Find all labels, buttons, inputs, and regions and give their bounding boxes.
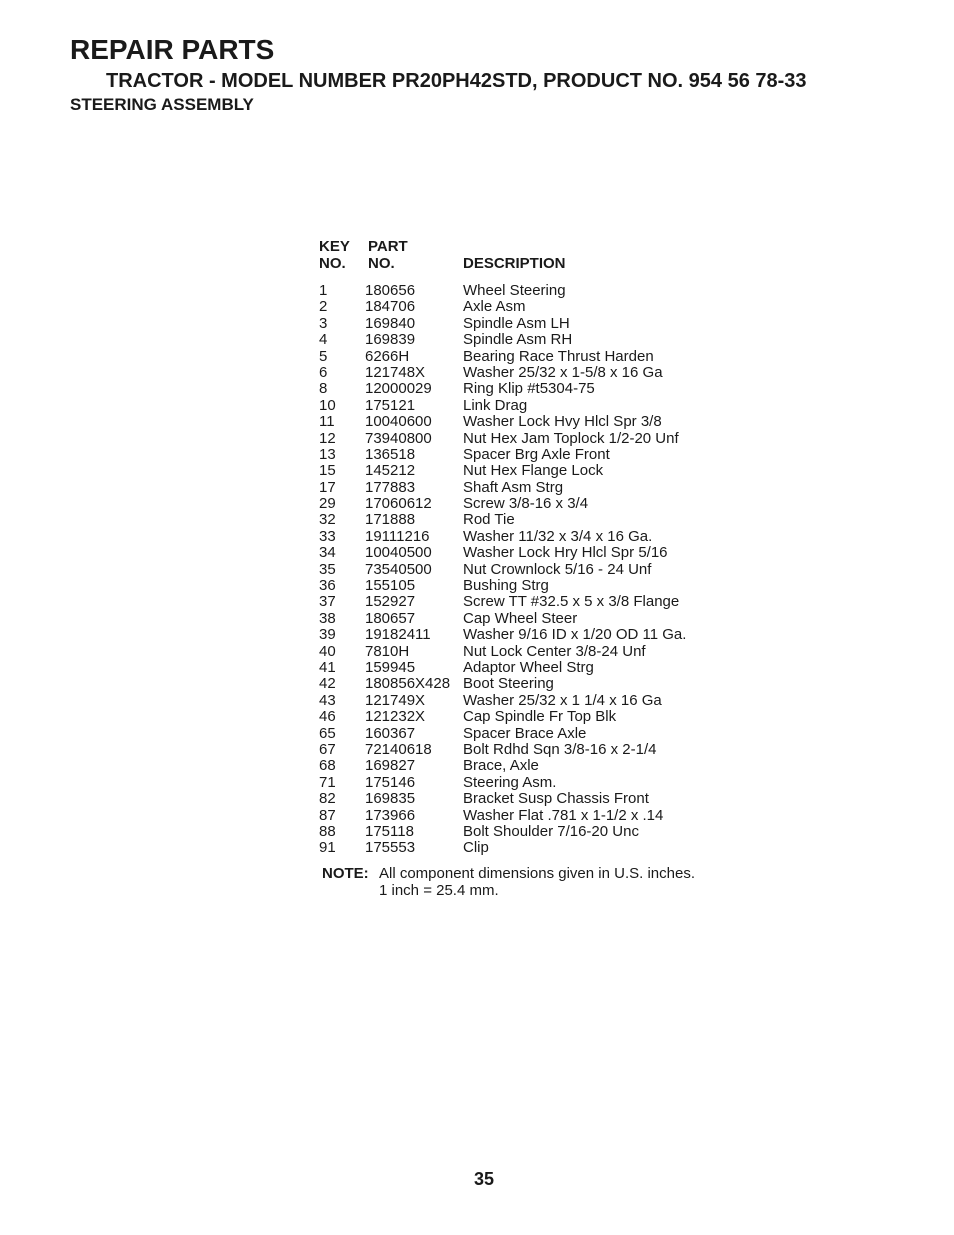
part-description: Screw TT #32.5 x 5 x 3/8 Flange [463,593,680,611]
key-no: 68 [319,757,336,775]
part-no: 19111216 [365,527,430,545]
part-description: Shaft Asm Strg [463,478,564,496]
header-description: DESCRIPTION [463,255,566,272]
key-no: 8 [319,380,328,398]
part-no: 136518 [365,445,416,463]
key-no: 91 [319,839,336,857]
part-description: Clip [463,839,489,857]
part-no: 155105 [365,577,416,595]
key-no: 39 [319,626,336,644]
part-description: Nut Hex Flange Lock [463,462,604,480]
part-description: Bolt Shoulder 7/16-20 Unc [463,822,639,840]
part-no: 73540500 [365,560,432,578]
key-no: 82 [319,790,336,808]
part-description: Washer 25/32 x 1 1/4 x 16 Ga [463,691,662,709]
key-no: 36 [319,577,336,595]
key-no: 40 [319,642,336,660]
key-no: 37 [319,593,336,611]
part-description: Cap Wheel Steer [463,609,578,627]
part-no: 145212 [365,462,416,480]
part-description: Washer 9/16 ID x 1/20 OD 11 Ga. [463,626,687,644]
part-description: Bearing Race Thrust Harden [463,347,654,365]
header-part-line1: PART [368,238,408,255]
part-description: Steering Asm. [463,773,557,791]
part-description: Spindle Asm RH [463,331,573,349]
note-line-2: 1 inch = 25.4 mm. [379,881,499,899]
key-no: 13 [319,445,336,463]
key-no: 88 [319,822,336,840]
key-no: 10 [319,396,336,414]
part-no: 73940800 [365,429,432,447]
key-no: 17 [319,478,336,496]
header-key-line1: KEY [319,238,350,255]
key-no: 34 [319,544,336,562]
part-no: 173966 [365,806,416,824]
part-description: Link Drag [463,396,528,414]
part-no: 175121 [365,396,416,414]
part-no: 159945 [365,658,416,676]
page-title: REPAIR PARTS [70,34,275,65]
note-line-1: All component dimensions given in U.S. inches. [379,865,695,882]
part-no: 121232X [365,708,426,726]
part-no: 180856X428 [365,675,451,693]
part-no: 10040500 [365,544,432,562]
part-description: Rod Tie [463,511,515,529]
key-no: 43 [319,691,336,709]
part-description: Washer 11/32 x 3/4 x 16 Ga. [463,527,653,545]
key-no: 35 [319,560,336,578]
part-no: 72140618 [365,740,432,758]
part-description: Adaptor Wheel Strg [463,658,594,676]
part-no: 184706 [365,298,416,316]
note-label: NOTE: [322,865,369,882]
key-no: 33 [319,527,336,545]
part-description: Spindle Asm LH [463,314,570,332]
part-no: 152927 [365,593,416,611]
header-key-line2: NO. [319,255,346,272]
part-no: 10040600 [365,413,432,431]
part-description: Washer Flat .781 x 1-1/2 x .14 [463,806,664,824]
part-description: Brace, Axle [463,757,539,775]
key-no: 67 [319,740,336,758]
key-no: 2 [319,298,328,316]
key-no: 42 [319,675,336,693]
part-description: Boot Steering [463,675,554,693]
part-description: Washer 25/32 x 1-5/8 x 16 Ga [463,363,663,381]
part-no: 121749X [365,691,426,709]
part-no: 175146 [365,773,416,791]
part-no: 180657 [365,609,416,627]
key-no: 6 [319,363,328,381]
header-part-line2: NO. [368,255,395,272]
part-no: 121748X [365,363,426,381]
part-no: 7810H [365,642,410,660]
part-description: Ring Klip #t5304-75 [463,380,595,398]
part-no: 180656 [365,282,416,299]
key-no: 4 [319,331,328,349]
part-no: 6266H [365,347,410,365]
key-no: 41 [319,658,336,676]
part-no: 12000029 [365,380,432,398]
part-no: 17060612 [365,495,432,513]
key-no: 65 [319,724,336,742]
key-no: 29 [319,495,336,513]
part-no: 177883 [365,478,416,496]
key-no: 5 [319,347,328,365]
key-no: 12 [319,429,336,447]
key-no: 87 [319,806,336,824]
part-no: 175553 [365,839,416,857]
part-description: Spacer Brace Axle [463,724,587,742]
part-description: Wheel Steering [463,282,566,299]
part-description: Bushing Strg [463,577,549,595]
key-no: 71 [319,773,336,791]
key-no: 38 [319,609,336,627]
key-no: 11 [319,413,335,431]
part-no: 175118 [365,822,414,840]
part-no: 19182411 [365,626,431,644]
part-no: 169835 [365,790,416,808]
model-subtitle: TRACTOR - MODEL NUMBER PR20PH42STD, PRODUCT NO. 954 56 78-33 [106,70,807,92]
part-description: Nut Lock Center 3/8-24 Unf [463,642,646,660]
part-description: Bolt Rdhd Sqn 3/8-16 x 2-1/4 [463,740,657,758]
part-description: Nut Hex Jam Toplock 1/2-20 Unf [463,429,679,447]
part-no: 160367 [365,724,416,742]
part-no: 169827 [365,757,416,775]
key-no: 1 [319,282,328,299]
part-no: 169839 [365,331,416,349]
section-title: STEERING ASSEMBLY [70,95,254,114]
part-description: Bracket Susp Chassis Front [463,790,649,808]
part-description: Spacer Brg Axle Front [463,445,610,463]
key-no: 46 [319,708,336,726]
part-no: 169840 [365,314,416,332]
key-no: 3 [319,314,328,332]
page-number: 35 [474,1169,495,1189]
part-description: Axle Asm [463,298,526,316]
part-description: Cap Spindle Fr Top Blk [463,708,617,726]
key-no: 32 [319,511,336,529]
part-description: Nut Crownlock 5/16 - 24 Unf [463,560,652,578]
part-description: Washer Lock Hvy Hlcl Spr 3/8 [463,413,662,431]
key-no: 15 [319,462,336,480]
part-description: Washer Lock Hry Hlcl Spr 5/16 [463,544,668,562]
part-description: Screw 3/8-16 x 3/4 [463,495,589,513]
part-no: 171888 [365,511,416,529]
